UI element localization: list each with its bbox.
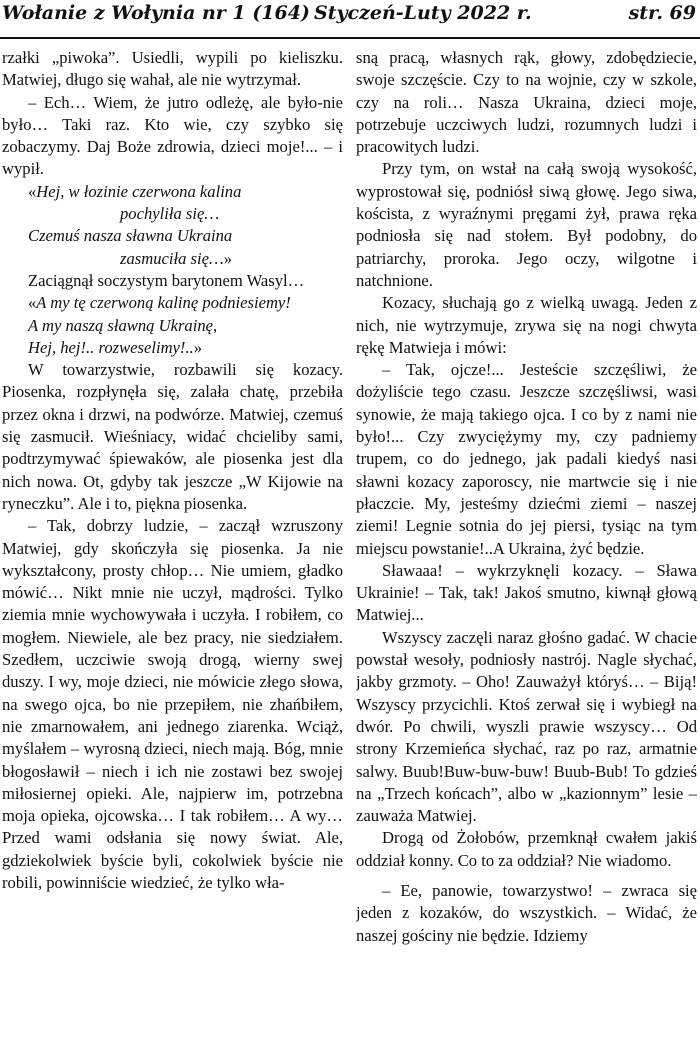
verse-line: Hej, hej!.. rozweselimy!.. (28, 337, 194, 357)
header-divider (0, 37, 700, 39)
paragraph: Kozacy, słuchają go z wielką uwagą. Jeden z nich, nie wytrzymuje, zrywa się na nogi chwyta rękę Matwieja i mówi: (356, 293, 697, 357)
paragraph: – Tak, dobrzy ludzie, – zaczął wzruszony Matwiej, gdy skończyła się piosenka. Ja nie wykształcony, prosty chłop… Nie umiem, gładko mówić… Nikt mnie nie uczył, mądrości. Tylko ziemia mnie wychowywała i uczyła. I robiłem, co mogłem. Niewiele, ale bez pracy, nie siedziałem. Szedłem, uczciwie swoją drogą, wierny swej duszy. I wy, moje dzieci, nie mówicie złego słowa, na swego ojca, bo nie przepiłem, nie zhańbiłem, nie zmarnowałem, ani jednego ziarenka. Wciąż, myślałem – wyrosną dzieci, niech mają. Bóg, mnie błogosławił – niech i ich nie zostawi bez swojej miłosiernej opieki. Ale, najpierw im, potrzebna moja opieka, ojcowska… I tak robiłem… A wy… Przed wami odsłania się nowy świat. Ale, gdziekolwiek byście byli, cokolwiek byście nie robili, powinniście wiedzieć, że tylko wła- (2, 516, 343, 892)
paragraph: W towarzystwie, rozbawili się kozacy. Piosenka, rozpłynęła się, zalała chatę, przebiła przez okna i drzwi, na podwórze. Matwiej, czemuś się zasmucił. Wieśniacy, widać chcieliby sami, podtrzymywać śpiewaków, ale piosenka jest dla nich nowa. Ot, gdyby tak jeszcze „W Kijowie na ryneczku”. Ale i to, piękna piosenka. (2, 360, 343, 513)
issue-date: Styczeń-Luty 2022 r. (314, 2, 532, 24)
right-column (356, 47, 697, 1037)
paragraph: Zaciągnął soczystym barytonem Wasyl… (28, 270, 305, 290)
song-verse (2, 337, 343, 359)
verse-line: zasmuciła się… (120, 248, 224, 268)
verse-line: pochyliła się… (120, 204, 220, 224)
song-verse (2, 292, 343, 314)
paragraph: Wszyscy zaczęli naraz głośno gadać. W chacie powstał wesoły, podniosły nastrój. Nagle słychać, jakby grzmoty. – Oho! Zauważył któryś… – Biją! Wszyscy przycichli. Ktoś zerwał się i wybiegł na dwór. Po chwili, wyszli prawie wszyscy… Od strony Krzemieńca słychać, raz po raz, armatnie salwy. Buub!Buw-buw-buw! Buub-Bub! To gdzieś na „Trzech końcach”, albo w „kazionnym” lesie – zauważa Matwiej. (356, 627, 697, 826)
verse-line: Hej, w łozinie czerwona kalina (36, 181, 242, 201)
verse-line: Czemuś nasza sławna Ukraina (28, 226, 233, 246)
paragraph: rzałki „piwoka”. Usiedli, wypili po kieliszku. Matwiej, długo się wahał, ale nie wytrzymał. (2, 48, 343, 90)
paragraph: Przy tym, on wstał na całą swoją wysokość, wyprostował się, podniósł siwą głowę. Jego siwa, koścista, z wyraźnymi pręgami żył, prawa ręka podniosła się nad stołem. Był podobny, do patriarchy, proroka. Jego oczy, wilgotne i natchnione. (356, 159, 697, 290)
left-column (2, 47, 343, 1037)
song-verse (2, 181, 343, 203)
page-header (2, 0, 698, 30)
song-verse (2, 248, 343, 270)
verse-line: A my naszą sławną Ukrainę, (28, 315, 218, 335)
quote-open: « (28, 181, 37, 201)
paragraph: – Tak, ojcze!... Jesteście szczęśliwi, że dożyliście tego czasu. Jeszcze szczęśliwsi, wasi synowie, że mają takiego ojca. I co by z nami nie było!... Czy zwyciężymy my, czy padniemy trupem, co do jednego, jak padali kiedyś nasi sławni kozacy zaporoscy, nie martwcie się i nie płaczcie. My, jesteśmy dziećmi ziemi – naszej ziemi! Legnie sotnia do jej piersi, tysiąc na tym miejscu powstanie!..A Ukraina, żyć będzie. (356, 360, 697, 558)
paragraph: – Ech… Wiem, że jutro odleżę, ale było-nie było… Taki raz. Kto wie, czy szybko się zobaczymy. Daj Boże zdrowia, dzieci moje!... – i wypił. (2, 92, 343, 179)
paragraph: Drogą od Żołobów, przemknął cwałem jakiś oddział konny. Co to za oddział? Nie wiadomo. (356, 828, 697, 870)
quote-close: » (223, 248, 233, 268)
paragraph: sną pracą, własnych rąk, głowy, zdobędziecie, swoje szczęście. Czy to na wojnie, czy w szkole, czy na roli… Nasza Ukraina, dzieci moje, potrzebuje uczciwych ludzi, rozumnych ludzi i pracowitych ludzi. (356, 48, 697, 157)
quote-open: « (28, 293, 37, 313)
page-number: str. 69 (628, 2, 696, 24)
paragraph: – Ee, panowie, towarzystwo! – zwraca się jeden z kozaków, do wszystkich. – Widać, że naszej gościny nie będzie. Idziemy (356, 880, 697, 945)
publication-title: Wołanie z Wołynia nr 1 (164) (2, 2, 310, 24)
quote-close: » (193, 337, 203, 357)
paragraph: Sławaaa! – wykrzyknęli kozacy. – Sława Ukrainie! – Tak, tak! Jakoś smutno, kiwnął głową Matwiej... (356, 560, 697, 625)
verse-line: A my tę czerwoną kalinę podniesiemy! (36, 293, 291, 313)
